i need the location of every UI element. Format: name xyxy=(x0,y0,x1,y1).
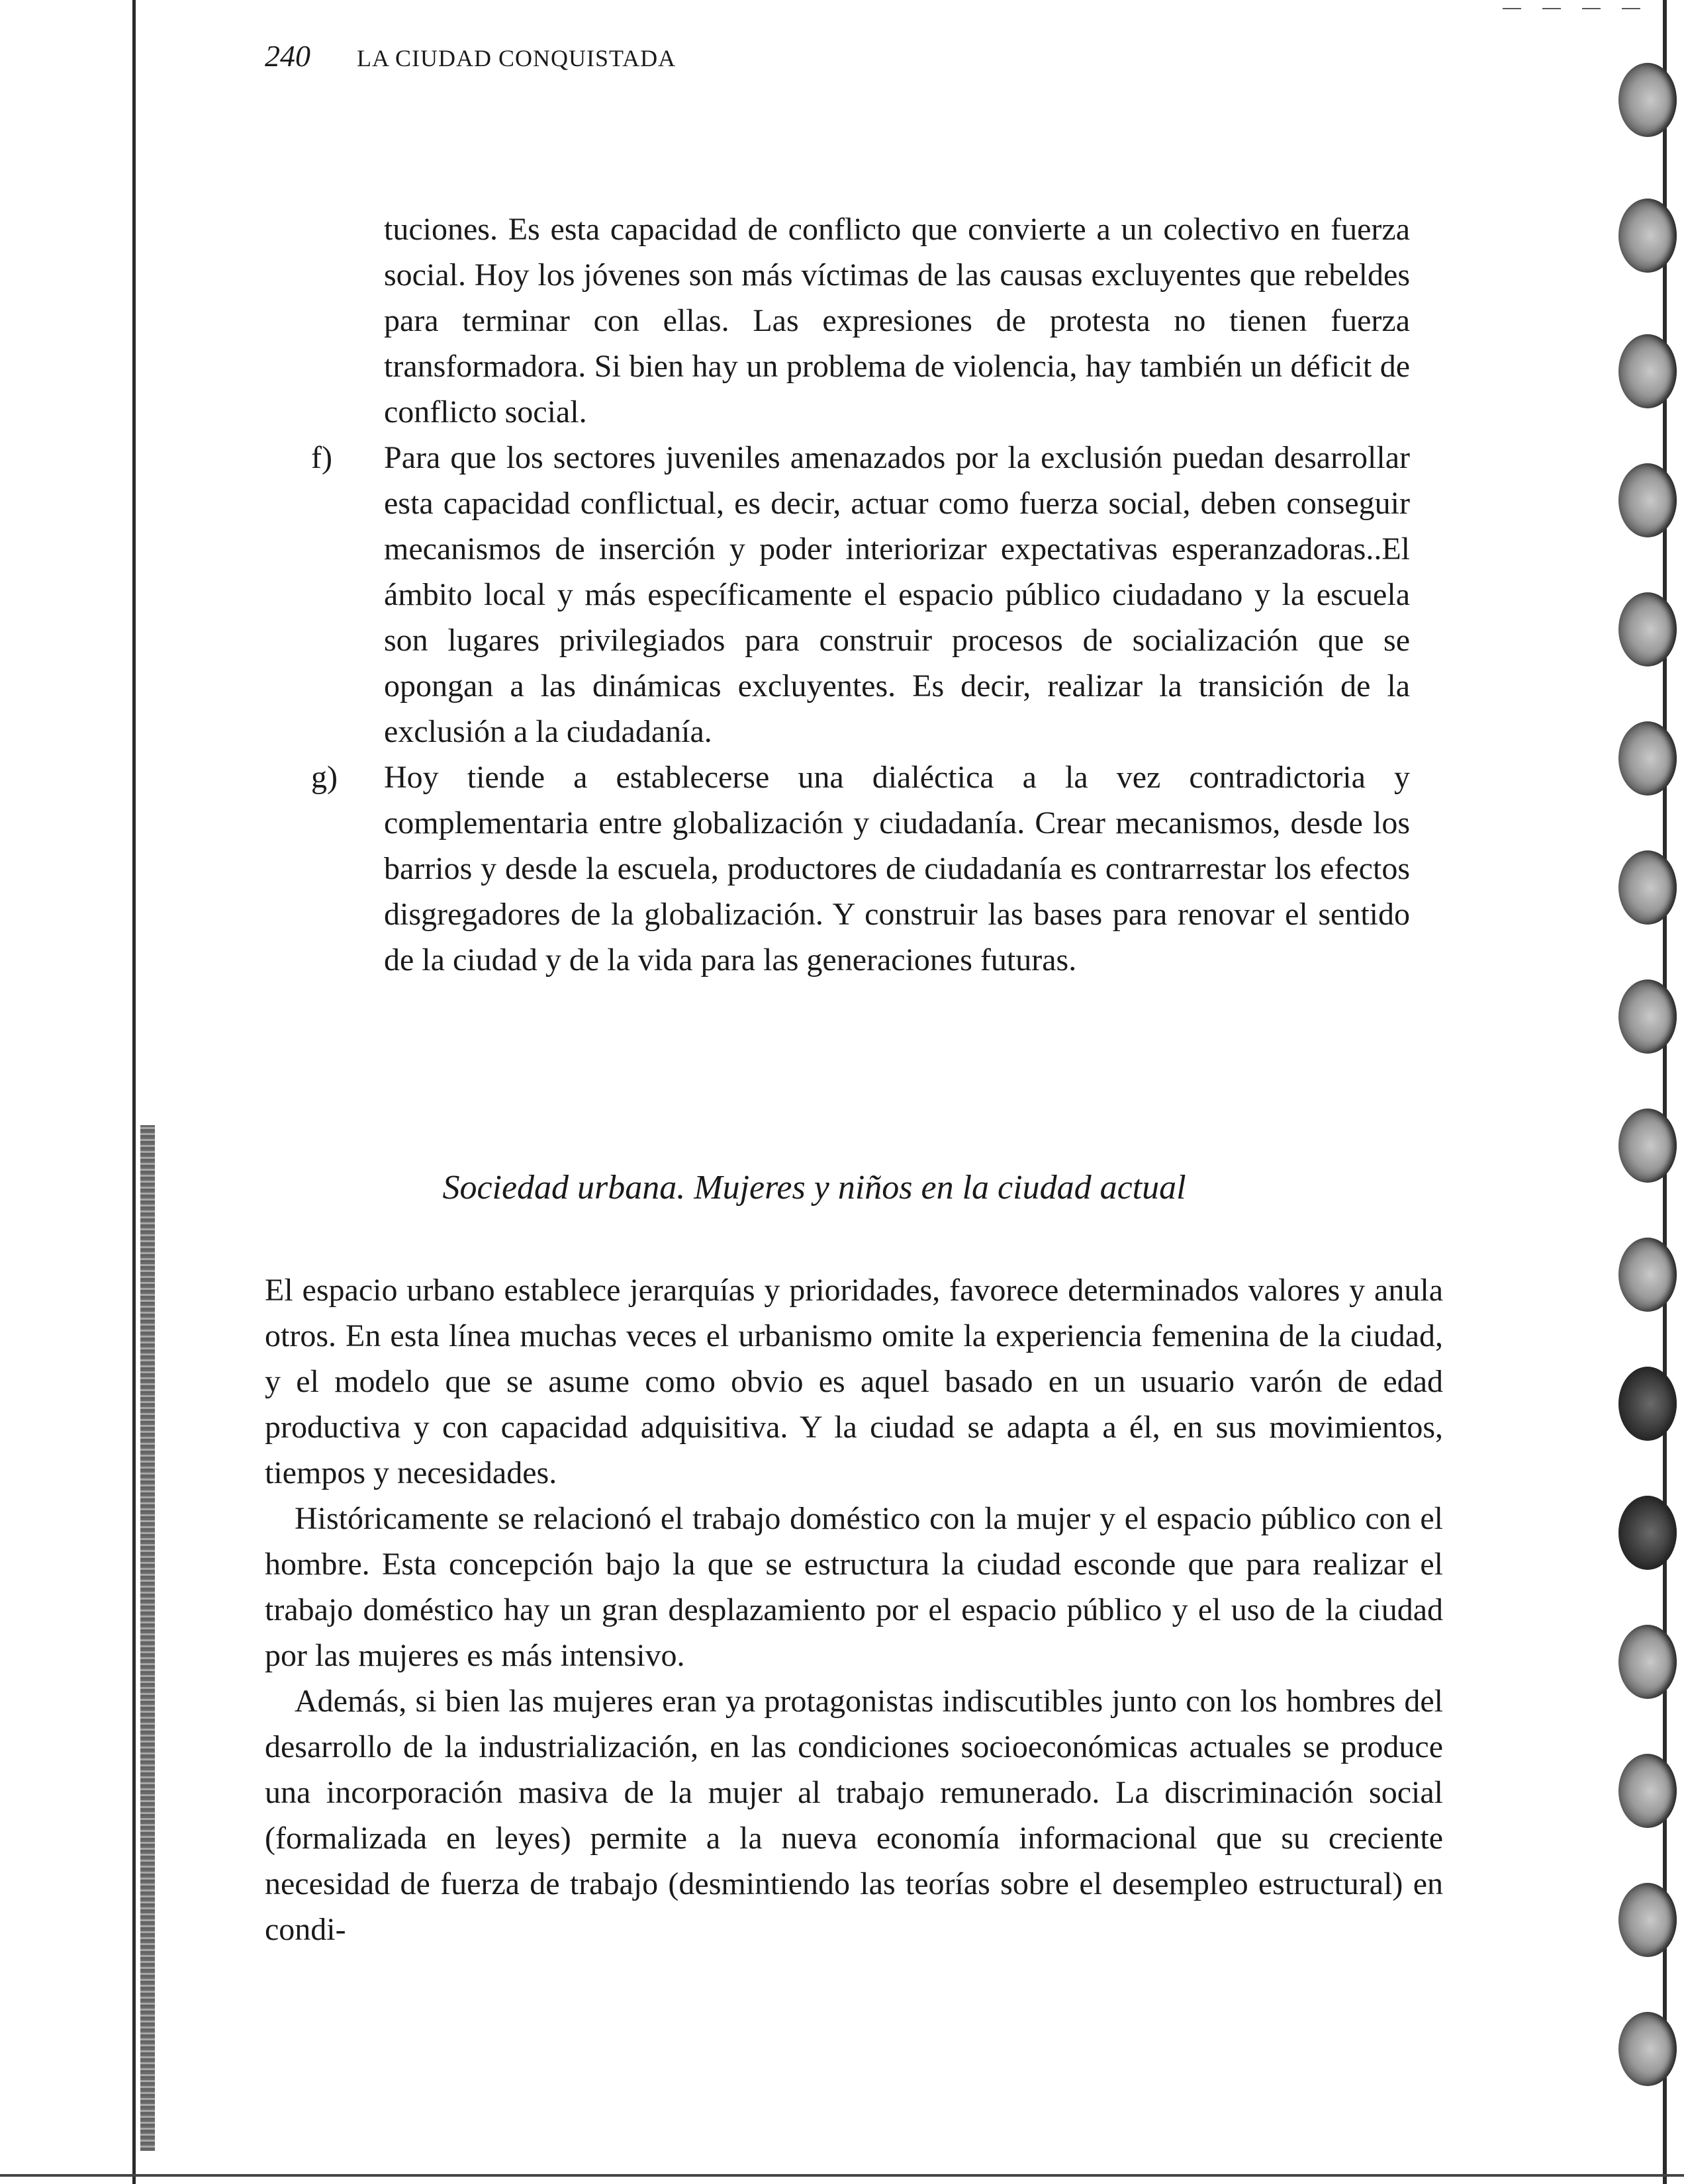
list-marker: g) xyxy=(311,760,338,795)
binding-ring-icon xyxy=(1618,1109,1677,1183)
binding-ring-icon xyxy=(1618,2012,1677,2086)
spiral-binding-edge xyxy=(1663,0,1667,2184)
list-item-g xyxy=(311,754,1410,983)
page-binding-edge xyxy=(132,0,136,2184)
list-item-continuation xyxy=(311,206,1410,435)
paragraph: Históricamente se relacionó el trabajo doméstico con la mujer y el espacio público con el hombre. Esta concepción bajo la que se estructura la ciudad esconde que para realizar el trabajo doméstico hay un gran desplazamiento por el espacio público y el uso de la ciudad por las mujeres es más intensivo. xyxy=(265,1501,1443,1673)
list-item-f xyxy=(311,435,1410,754)
binding-ring-icon xyxy=(1618,850,1677,925)
binding-ring-icon xyxy=(1618,979,1677,1054)
binding-ring-icon xyxy=(1618,721,1677,796)
scan-dash-mark xyxy=(1503,8,1655,9)
running-head xyxy=(265,38,676,85)
binding-shadow xyxy=(140,1125,155,2151)
paragraph: Además, si bien las mujeres eran ya protagonistas indiscutibles junto con los hombres del desarrollo de la industrialización, en las condiciones socioeconómicas actuales se produce una incorporación masiva de la mujer al trabajo remunerado. La discriminación social (formalizada en leyes) permite a la nueva economía informacional que su creciente necesidad de fuerza de trabajo (desmintiendo las teorías sobre el desempleo estructural) en condi- xyxy=(265,1684,1443,1947)
binding-ring-icon xyxy=(1618,592,1677,666)
page-number: 240 xyxy=(265,39,310,73)
binding-ring-icon xyxy=(1618,1238,1677,1312)
binding-ring-icon xyxy=(1618,63,1677,137)
running-title: LA CIUDAD CONQUISTADA xyxy=(357,45,677,71)
list-item-text: Hoy tiende a establecerse una dialéctica a la vez contradictoria y complementaria entre globalización y ciudadanía. Crear mecanismos, desde los barrios y desde la escuela, productores de ciudadanía es contrarrestar los efectos disgregadores de la globalización. Y construir las bases para renovar el sentido de la ciudad y de la vida para las generaciones futuras. xyxy=(384,760,1410,978)
binding-ring-icon xyxy=(1618,334,1677,408)
list-marker: f) xyxy=(311,440,332,475)
paragraph: El espacio urbano establece jerarquías y prioridades, favorece determinados valores y anula otros. En esta línea muchas veces el urbanismo omite la experiencia femenina de la ciudad, y el modelo que se asume como obvio es aquel basado en un usuario varón de edad productiva y con capacidad adquisitiva. Y la ciudad se adapta a él, en sus movimientos, tiempos y necesidades. xyxy=(265,1273,1443,1490)
binding-ring-icon xyxy=(1618,1754,1677,1828)
list-item-text: tuciones. Es esta capacidad de conflicto que convierte a un colectivo en fuerza social. Hoy los jóvenes son más víctimas de las causas excluyentes que rebeldes para terminar con ellas. Las expresiones de protesta no tienen fuerza transformadora. Si bien hay un problema de violencia, hay también un déficit de conflicto social. xyxy=(384,212,1410,430)
binding-ring-icon xyxy=(1618,1496,1677,1570)
section-body xyxy=(265,1267,1443,1952)
enumerated-list xyxy=(311,206,1410,983)
section-heading: Sociedad urbana. Mujeres y niños en la ciudad actual xyxy=(442,1169,1186,1206)
binding-ring-icon xyxy=(1618,199,1677,273)
binding-ring-icon xyxy=(1618,1367,1677,1441)
binding-ring-icon xyxy=(1618,1883,1677,1957)
list-item-text: Para que los sectores juveniles amenazados por la exclusión puedan desarrollar esta capacidad conflictual, es decir, actuar como fuerza social, deben conseguir mecanismos de inserción y poder interiorizar expectativas esperanzadoras..El ámbito local y más específicamente el espacio público ciudadano y la escuela son lugares privilegiados para construir procesos de socialización que se opongan a las dinámicas excluyentes. Es decir, realizar la transición de la exclusión a la ciudadanía. xyxy=(384,440,1410,749)
binding-ring-icon xyxy=(1618,463,1677,537)
scan-bottom-rule xyxy=(0,2174,1684,2177)
binding-ring-icon xyxy=(1618,1625,1677,1699)
